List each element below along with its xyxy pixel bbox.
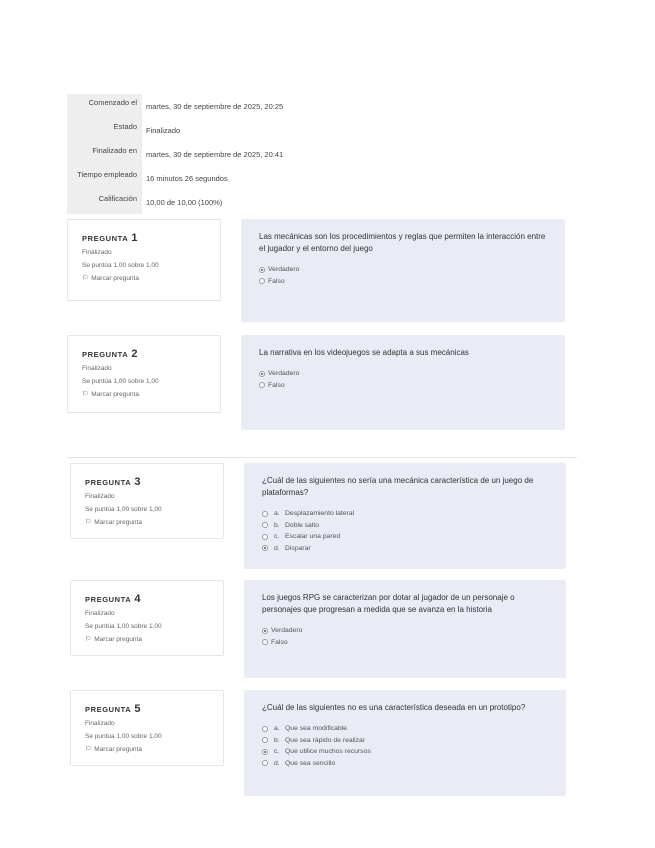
option-label: Que sea rápido de realizar (285, 736, 366, 744)
option-label: Desplazamiento lateral (285, 510, 355, 517)
question-content-panel (241, 335, 565, 430)
flag-label: Marcar pregunta (91, 275, 139, 282)
answer-option[interactable] (259, 380, 547, 392)
answer-option[interactable] (262, 746, 548, 758)
summary-row-started (67, 94, 307, 118)
option-letter: c. (274, 533, 280, 540)
radio-button[interactable] (262, 628, 268, 634)
answer-options (259, 368, 547, 391)
flag-icon: ⚐ (82, 391, 89, 398)
question-title (85, 593, 209, 605)
question-content-panel (244, 690, 566, 796)
flag-question-link[interactable] (82, 274, 206, 282)
radio-button[interactable] (259, 371, 265, 377)
flag-question-link[interactable] (85, 635, 209, 643)
page-divider (67, 457, 577, 458)
question-content-panel (244, 463, 566, 569)
radio-button[interactable] (262, 639, 268, 645)
answer-option[interactable] (262, 637, 548, 649)
question-score: Se puntúa 1,00 sobre 1,00 (85, 506, 162, 513)
option-label: Disparar (285, 544, 311, 552)
summary-row-finished (67, 142, 307, 166)
summary-value: martes, 30 de septiembre de 2025, 20:25 (146, 102, 284, 111)
answer-option[interactable] (259, 264, 547, 276)
flag-label: Marcar pregunta (91, 391, 139, 398)
question-status: Finalizado (85, 493, 115, 500)
answer-option[interactable] (262, 758, 548, 770)
answer-option[interactable] (262, 520, 548, 532)
option-label: Verdadero (271, 627, 303, 634)
summary-key: Comenzado el (67, 94, 142, 118)
question-label: PREGUNTA (85, 478, 132, 487)
radio-button[interactable] (259, 267, 265, 273)
option-label: Escalar una pared (285, 533, 341, 540)
answer-options (262, 508, 548, 554)
question-title (85, 476, 209, 488)
flag-question-link[interactable] (85, 745, 209, 753)
option-letter: c. (274, 748, 280, 755)
question-info-card (70, 690, 224, 766)
question-score: Se puntúa 1,00 sobre 1,00 (85, 623, 162, 630)
radio-button[interactable] (262, 760, 268, 766)
option-label: Que sea sencillo (285, 759, 336, 767)
answer-option[interactable] (262, 508, 548, 520)
question-info-card (70, 580, 224, 656)
radio-button[interactable] (262, 522, 268, 528)
summary-key: Estado (67, 118, 142, 142)
radio-button[interactable] (259, 382, 265, 388)
option-label: Que utilice muchos recursos (285, 748, 371, 755)
question-number: 5 (134, 703, 142, 715)
flag-question-link[interactable] (85, 518, 209, 526)
question-title (85, 703, 209, 715)
question-status: Finalizado (82, 249, 112, 256)
question-info-card (67, 219, 221, 301)
question-status: Finalizado (85, 720, 115, 727)
summary-key: Finalizado en (67, 142, 142, 166)
answer-option[interactable] (262, 531, 548, 543)
answer-option[interactable] (259, 368, 547, 380)
attempt-summary-table (67, 94, 307, 214)
option-letter: a. (274, 510, 280, 517)
option-letter: b. (274, 521, 280, 529)
option-label: Falso (271, 638, 288, 646)
flag-label: Marcar pregunta (94, 636, 142, 643)
radio-button[interactable] (259, 278, 265, 284)
summary-value: 10,00 de 10,00 (100%) (146, 198, 223, 207)
question-title (82, 232, 206, 244)
question-status: Finalizado (85, 610, 115, 617)
option-label: Falso (268, 277, 285, 285)
answer-option[interactable] (262, 625, 548, 637)
summary-key: Tiempo empleado (67, 166, 142, 190)
summary-row-grade (67, 190, 307, 214)
summary-row-time (67, 166, 307, 190)
answer-option[interactable] (262, 735, 548, 747)
flag-icon: ⚐ (82, 275, 89, 282)
option-letter: d. (274, 544, 280, 552)
question-text: ¿Cuál de las siguientes no es una característica deseada en un prototipo? (262, 703, 526, 712)
option-label: Falso (268, 381, 285, 389)
question-text: Los juegos RPG se caracterizan por dotar al jugador de un personaje o personajes que progresan a medida que se avanza en la historia (262, 593, 515, 614)
flag-icon: ⚐ (85, 636, 92, 643)
answer-option[interactable] (262, 543, 548, 555)
question-score: Se puntúa 1,00 sobre 1,00 (82, 262, 159, 269)
radio-button[interactable] (262, 534, 268, 540)
question-text: La narrativa en los videojuegos se adapta a sus mecánicas (259, 348, 469, 357)
question-label: PREGUNTA (82, 350, 129, 359)
radio-button[interactable] (262, 726, 268, 732)
option-letter: d. (274, 759, 280, 767)
option-label: Verdadero (268, 266, 300, 273)
summary-row-state (67, 118, 307, 142)
summary-value: martes, 30 de septiembre de 2025, 20:41 (146, 150, 284, 159)
summary-key: Calificación (67, 190, 142, 214)
flag-question-link[interactable] (82, 390, 206, 398)
answer-option[interactable] (259, 276, 547, 288)
question-number: 3 (134, 476, 142, 488)
question-score: Se puntúa 1,00 sobre 1,00 (85, 733, 162, 740)
question-title (82, 348, 206, 360)
question-number: 4 (134, 593, 142, 605)
question-number: 1 (131, 232, 139, 244)
question-content-panel (244, 580, 566, 678)
option-label: Que sea modificable (285, 725, 347, 732)
question-label: PREGUNTA (85, 595, 132, 604)
radio-button[interactable] (262, 545, 268, 551)
question-status: Finalizado (82, 365, 112, 372)
summary-value: Finalizado (146, 126, 181, 135)
answer-options (262, 723, 548, 769)
answer-option[interactable] (262, 723, 548, 735)
question-text: ¿Cuál de las siguientes no sería una mecánica característica de un juego de plataformas? (262, 476, 534, 497)
answer-options (259, 264, 547, 287)
question-label: PREGUNTA (85, 705, 132, 714)
option-letter: b. (274, 736, 280, 744)
question-label: PREGUNTA (82, 234, 129, 243)
option-label: Verdadero (268, 370, 300, 377)
radio-button[interactable] (262, 737, 268, 743)
flag-icon: ⚐ (85, 519, 92, 526)
question-content-panel (241, 219, 565, 322)
question-text: Las mecánicas son los procedimientos y reglas que permiten la interacción entre el jugador y el entorno del juego (259, 232, 546, 253)
option-label: Doble salto (285, 521, 320, 529)
question-number: 2 (131, 348, 139, 360)
answer-options (262, 625, 548, 648)
question-score: Se puntúa 1,00 sobre 1,00 (82, 378, 159, 385)
radio-button[interactable] (262, 749, 268, 755)
question-info-card (70, 463, 224, 539)
question-info-card (67, 335, 221, 413)
flag-icon: ⚐ (85, 746, 92, 753)
option-letter: a. (274, 725, 280, 732)
radio-button[interactable] (262, 511, 268, 517)
flag-label: Marcar pregunta (94, 746, 142, 753)
flag-label: Marcar pregunta (94, 519, 142, 526)
summary-value: 16 minutos 26 segundos (146, 174, 228, 183)
